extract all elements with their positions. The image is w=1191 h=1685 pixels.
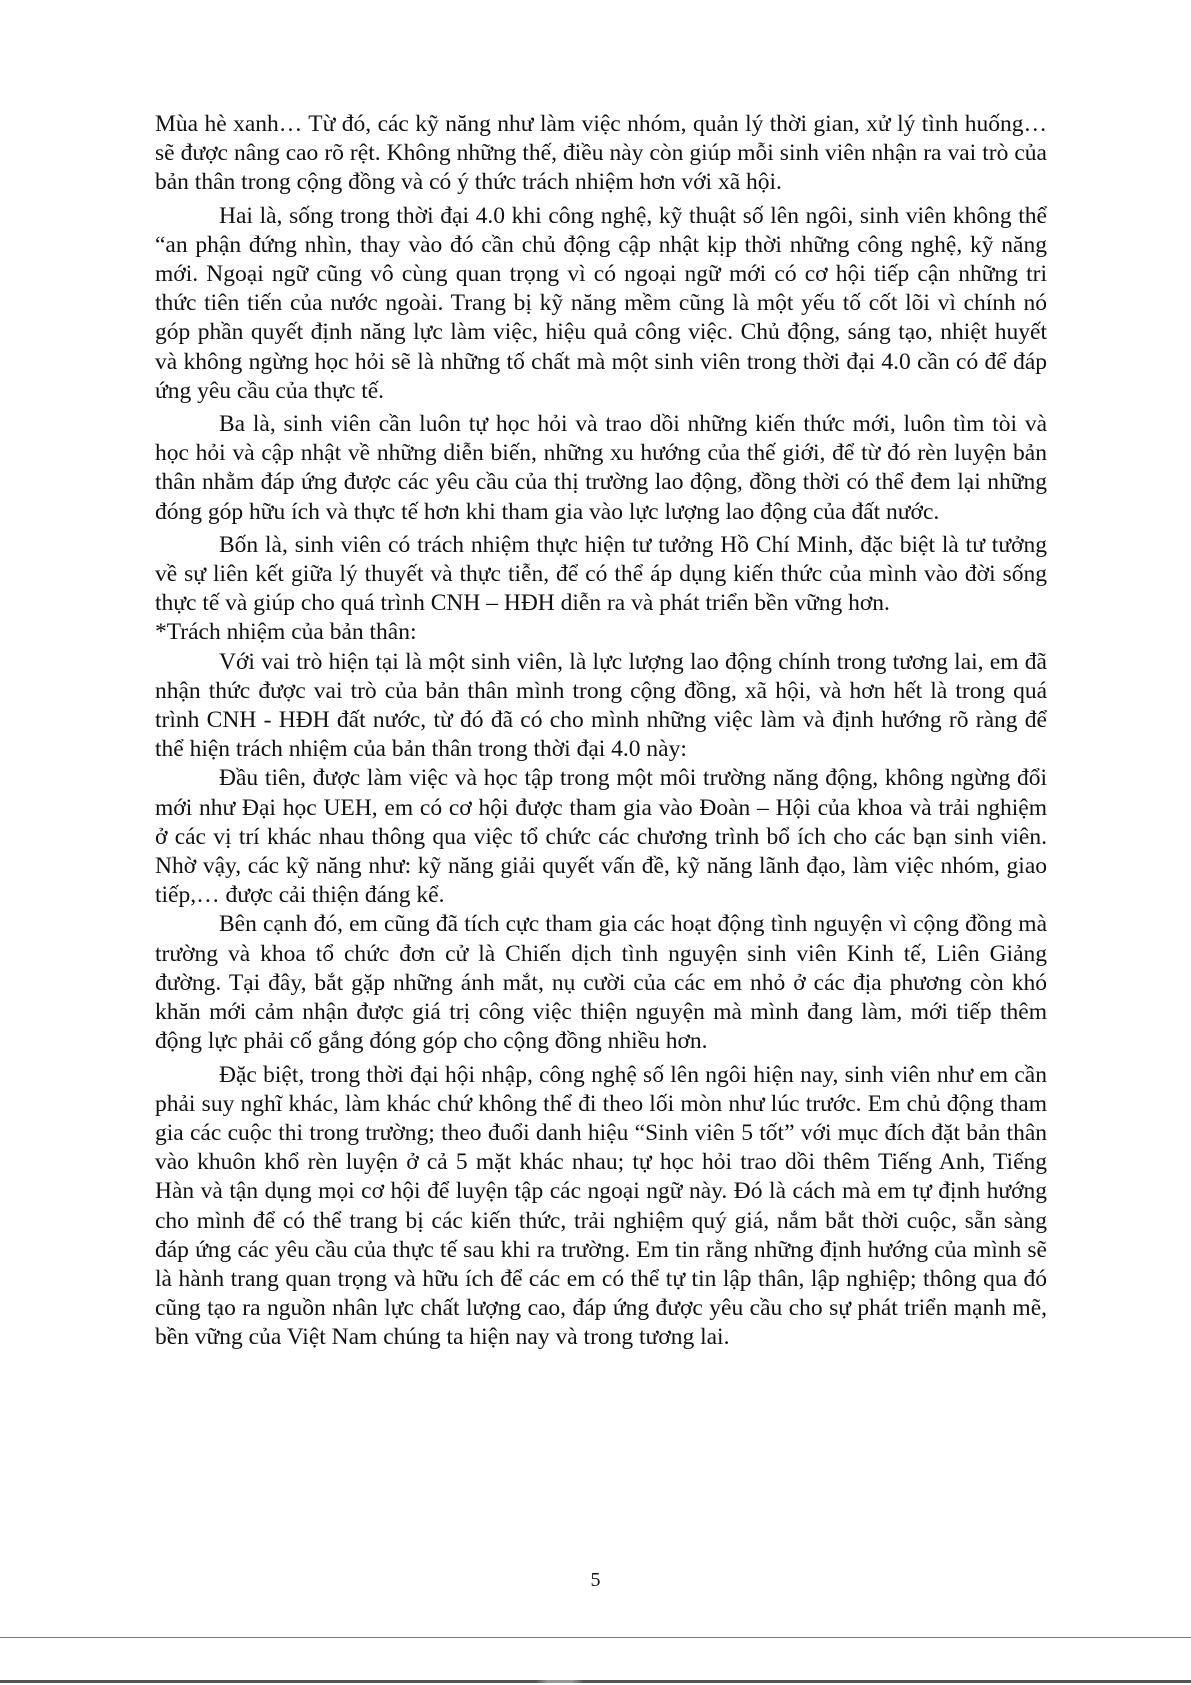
paragraph-vai-tro: Với vai trò hiện tại là một sinh viên, là lực lượng lao động chính trong tương lai, em đã nhận thức được vai trò của bản thân mình trong cộng đồng, xã hội, và hơn hết là trong quá trình CNH - HĐH đất nước, từ đó đã có cho mình những việc làm và định hướng rõ ràng để thể hiện trách nhiệm của bản thân trong thời đại 4.0 này: — [155, 648, 1047, 763]
footer-divider — [0, 1637, 1191, 1638]
paragraph-dau-tien: Đầu tiên, được làm việc và học tập trong một môi trường năng động, không ngừng đổi mới như Đại học UEH, em có cơ hội được tham gia vào Đoàn – Hội của khoa và trải nghiệm ở các vị trí khác nhau thông qua việc tổ chức các chương trình bổ ích cho các bạn sinh viên. Nhờ vậy, các kỹ năng như: kỹ năng giải quyết vấn đề, kỹ năng lãnh đạo, làm việc nhóm, giao tiếp,… được cải thiện đáng kể. — [155, 765, 1047, 909]
paragraph-ba-la: Ba là, sinh viên cần luôn tự học hỏi và trao dồi những kiến thức mới, luôn tìm tòi và học hỏi và cập nhật về những diễn biến, những xu hướng của thế giới, để từ đó rèn luyện bản thân nhằm đáp ứng được các yêu cầu của thị trường lao động, đồng thời có thể đem lại những đóng góp hữu ích và thực tế hơn khi tham gia vào lực lượng lao động của đất nước. — [155, 411, 1047, 525]
page-number: 5 — [590, 1569, 601, 1591]
paragraph-bon-la: Bốn là, sinh viên có trách nhiệm thực hiện tư tưởng Hồ Chí Minh, đặc biệt là tư tưởng về sự liên kết giữa lý thuyết và thực tiễn, để có thể áp dụng kiến thức của mình vào đời sống thực tế và giúp cho quá trình CNH – HĐH diễn ra và phát triển bền vững hơn. — [155, 531, 1047, 617]
section-heading-trach-nhiem: *Trách nhiệm của bản thân: — [155, 619, 417, 646]
paragraph-hai-la: Hai là, sống trong thời đại 4.0 khi công nghệ, kỹ thuật số lên ngôi, sinh viên không thể “an phận đứng nhìn, thay vào đó cần chủ động cập nhật kịp thời những công nghệ, kỹ năng mới. Ngoại ngữ cũng vô cùng quan trọng vì có ngoại ngữ mới có cơ hội tiếp cận những tri thức tiên tiến của nước ngoài. Trang bị kỹ năng mềm cũng là một yếu tố cốt lõi vì chính nó góp phần quyết định năng lực làm việc, hiệu quả công việc. Chủ động, sáng tạo, nhiệt huyết và không ngừng học hỏi sẽ là những tố chất mà một sinh viên trong thời đại 4.0 cần có để đáp ứng yêu cầu của thực tế. — [155, 202, 1047, 404]
paragraph-dac-biet: Đặc biệt, trong thời đại hội nhập, công nghệ số lên ngôi hiện nay, sinh viên như em cần phải suy nghĩ khác, làm khác chứ không thể đi theo lối mòn như lúc trước. Em chủ động tham gia các cuộc thi trong trường; theo đuổi danh hiệu “Sinh viên 5 tốt” với mục đích đặt bản thân vào khuôn khổ rèn luyện ở cả 5 mặt khác nhau; tự học hỏi trao dồi thêm Tiếng Anh, Tiếng Hàn và tận dụng mọi cơ hội để luyện tập các ngoại ngữ này. Đó là cách mà em tự định hướng cho mình để có thể trang bị các kiến thức, trải nghiệm quý giá, nắm bắt thời cuộc, sẵn sàng đáp ứng các yêu cầu của thực tế sau khi ra trường. Em tin rằng những định hướng của mình sẽ là hành trang quan trọng và hữu ích để các em có thể tự tin lập thân, lập nghiệp; thông qua đó cũng tạo ra nguồn nhân lực chất lượng cao, đáp ứng được yêu cầu cho sự phát triển mạnh mẽ, bền vững của Việt Nam chúng ta hiện nay và trong tương lai. — [155, 1061, 1047, 1351]
paragraph-continuation: Mùa hè xanh… Từ đó, các kỹ năng như làm việc nhóm, quản lý thời gian, xử lý tình huống… sẽ được nâng cao rõ rệt. Không những thế, điều này còn giúp mỗi sinh viên nhận ra vai trò của bản thân trong cộng đồng và có ý thức trách nhiệm hơn với xã hội. — [155, 111, 1047, 196]
bottom-scan-edge — [0, 1680, 1191, 1683]
paragraph-ben-canh-do: Bên cạnh đó, em cũng đã tích cực tham gia các hoạt động tình nguyện vì cộng đồng mà trường và khoa tổ chức đơn cử là Chiến dịch tình nguyện sinh viên Kinh tế, Liên Giảng đường. Tại đây, bắt gặp những ánh mắt, nụ cười của các em nhỏ ở các địa phương còn khó khăn mới cảm nhận được giá trị công việc thiện nguyện mà mình đang làm, mới tiếp thêm động lực phải cố gắng đóng góp cho cộng đồng nhiều hơn. — [155, 911, 1047, 1055]
body-text — [155, 110, 1047, 1353]
